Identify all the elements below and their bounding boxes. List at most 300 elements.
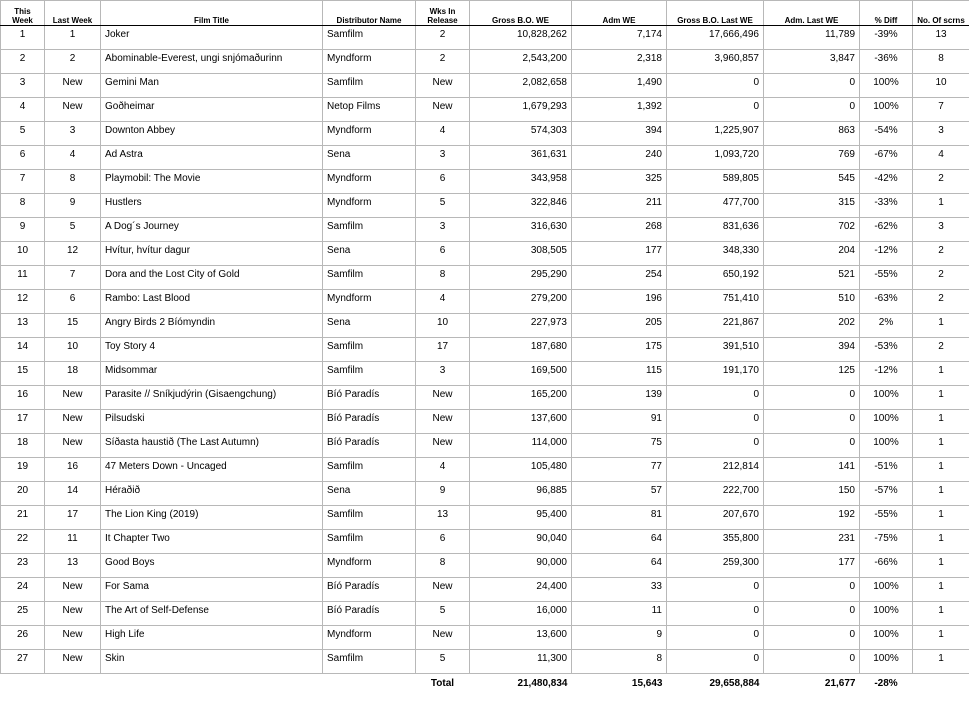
cell-diff: 100%	[860, 410, 913, 434]
cell-adm-last: 231	[764, 530, 860, 554]
cell-adm-last: 11,789	[764, 26, 860, 50]
total-adm-last: 21,677	[824, 677, 856, 689]
cell-gross-last: 0	[667, 602, 764, 626]
cell-film-title: Joker	[101, 26, 323, 50]
cell-distributor: Bíó Paradís	[323, 602, 416, 626]
cell-last-week: 10	[45, 338, 101, 362]
cell-film-title: Rambo: Last Blood	[101, 290, 323, 314]
cell-adm-last: 141	[764, 458, 860, 482]
cell-last-week: 15	[45, 314, 101, 338]
cell-distributor: Myndform	[323, 194, 416, 218]
cell-this-week: 6	[1, 146, 45, 170]
cell-film-title: Midsommar	[101, 362, 323, 386]
cell-gross: 165,200	[470, 386, 572, 410]
cell-adm: 77	[572, 458, 667, 482]
cell-last-week: New	[45, 650, 101, 674]
header-film-title: Film Title	[101, 1, 323, 26]
header-percent-diff: % Diff	[860, 1, 913, 26]
cell-weeks-in-release: 6	[416, 170, 470, 194]
cell-adm-last: 177	[764, 554, 860, 578]
cell-weeks-in-release: 9	[416, 482, 470, 506]
cell-diff: -39%	[860, 26, 913, 50]
cell-screens: 1	[913, 434, 969, 458]
cell-gross: 13,600	[470, 626, 572, 650]
header-gross-bo-last-we: Gross B.O. Last WE	[667, 1, 764, 26]
table-row	[1, 338, 969, 362]
cell-film-title: Parasite // Sníkjudýrin (Gisaengchung)	[101, 386, 323, 410]
cell-distributor: Bíó Paradís	[323, 410, 416, 434]
cell-distributor: Bíó Paradís	[323, 578, 416, 602]
cell-adm: 64	[572, 554, 667, 578]
cell-adm-last: 0	[764, 602, 860, 626]
cell-adm: 7,174	[572, 26, 667, 50]
cell-weeks-in-release: New	[416, 578, 470, 602]
cell-this-week: 11	[1, 266, 45, 290]
cell-adm: 1,490	[572, 74, 667, 98]
cell-gross: 343,958	[470, 170, 572, 194]
cell-gross-last: 355,800	[667, 530, 764, 554]
cell-this-week: 18	[1, 434, 45, 458]
cell-adm-last: 192	[764, 506, 860, 530]
cell-weeks-in-release: 17	[416, 338, 470, 362]
cell-gross-last: 191,170	[667, 362, 764, 386]
cell-weeks-in-release: 3	[416, 362, 470, 386]
cell-last-week: New	[45, 602, 101, 626]
header-distributor: Distributor Name	[323, 1, 416, 26]
table-row	[1, 314, 969, 338]
cell-weeks-in-release: New	[416, 74, 470, 98]
cell-last-week: New	[45, 578, 101, 602]
cell-gross: 169,500	[470, 362, 572, 386]
cell-diff: -63%	[860, 290, 913, 314]
total-adm: 15,643	[631, 677, 663, 689]
header-gross-bo-we: Gross B.O. WE	[470, 1, 572, 26]
cell-last-week: 9	[45, 194, 101, 218]
cell-film-title: The Art of Self-Defense	[101, 602, 323, 626]
cell-weeks-in-release: New	[416, 410, 470, 434]
table-row	[1, 530, 969, 554]
cell-last-week: 7	[45, 266, 101, 290]
cell-last-week: 18	[45, 362, 101, 386]
cell-distributor: Samfilm	[323, 266, 416, 290]
cell-last-week: 5	[45, 218, 101, 242]
cell-diff: 100%	[860, 602, 913, 626]
cell-film-title: Pilsudski	[101, 410, 323, 434]
cell-diff: -33%	[860, 194, 913, 218]
cell-this-week: 25	[1, 602, 45, 626]
cell-adm: 2,318	[572, 50, 667, 74]
cell-diff: 100%	[860, 626, 913, 650]
cell-gross: 11,300	[470, 650, 572, 674]
table-row	[1, 434, 969, 458]
cell-screens: 1	[913, 626, 969, 650]
table-row	[1, 554, 969, 578]
cell-this-week: 20	[1, 482, 45, 506]
cell-this-week: 15	[1, 362, 45, 386]
cell-gross: 361,631	[470, 146, 572, 170]
cell-gross-last: 0	[667, 98, 764, 122]
cell-diff: -57%	[860, 482, 913, 506]
cell-film-title: It Chapter Two	[101, 530, 323, 554]
cell-gross-last: 1,225,907	[667, 122, 764, 146]
cell-adm-last: 510	[764, 290, 860, 314]
cell-screens: 1	[913, 458, 969, 482]
cell-gross-last: 0	[667, 74, 764, 98]
cell-adm-last: 315	[764, 194, 860, 218]
cell-screens: 1	[913, 578, 969, 602]
cell-weeks-in-release: New	[416, 434, 470, 458]
cell-weeks-in-release: 8	[416, 266, 470, 290]
cell-adm-last: 0	[764, 386, 860, 410]
cell-distributor: Netop Films	[323, 98, 416, 122]
cell-adm-last: 202	[764, 314, 860, 338]
cell-weeks-in-release: 13	[416, 506, 470, 530]
cell-distributor: Myndform	[323, 50, 416, 74]
cell-this-week: 26	[1, 626, 45, 650]
cell-weeks-in-release: New	[416, 386, 470, 410]
cell-adm-last: 0	[764, 74, 860, 98]
cell-film-title: A Dog´s Journey	[101, 218, 323, 242]
cell-adm-last: 0	[764, 626, 860, 650]
cell-distributor: Samfilm	[323, 650, 416, 674]
cell-diff: -54%	[860, 122, 913, 146]
cell-gross-last: 831,636	[667, 218, 764, 242]
cell-weeks-in-release: 6	[416, 242, 470, 266]
total-label: Total	[430, 677, 455, 689]
cell-last-week: New	[45, 74, 101, 98]
cell-gross: 137,600	[470, 410, 572, 434]
cell-gross-last: 0	[667, 386, 764, 410]
cell-distributor: Myndform	[323, 554, 416, 578]
table-row	[1, 170, 969, 194]
table-row	[1, 266, 969, 290]
cell-weeks-in-release: 2	[416, 50, 470, 74]
cell-film-title: Abominable-Everest, ungi snjómaðurinn	[101, 50, 323, 74]
cell-diff: -67%	[860, 146, 913, 170]
table-footer	[1, 674, 969, 693]
cell-distributor: Bíó Paradís	[323, 386, 416, 410]
total-diff: -28%	[874, 677, 898, 689]
cell-diff: 100%	[860, 434, 913, 458]
cell-gross: 90,000	[470, 554, 572, 578]
cell-distributor: Samfilm	[323, 506, 416, 530]
cell-last-week: 2	[45, 50, 101, 74]
cell-screens: 1	[913, 194, 969, 218]
cell-this-week: 9	[1, 218, 45, 242]
cell-adm-last: 3,847	[764, 50, 860, 74]
cell-gross-last: 259,300	[667, 554, 764, 578]
cell-screens: 8	[913, 50, 969, 74]
cell-gross: 96,885	[470, 482, 572, 506]
table-row	[1, 26, 969, 50]
cell-this-week: 12	[1, 290, 45, 314]
cell-film-title: Downton Abbey	[101, 122, 323, 146]
cell-gross: 2,543,200	[470, 50, 572, 74]
cell-distributor: Myndform	[323, 122, 416, 146]
cell-this-week: 4	[1, 98, 45, 122]
cell-gross: 322,846	[470, 194, 572, 218]
cell-gross-last: 589,805	[667, 170, 764, 194]
cell-screens: 1	[913, 506, 969, 530]
cell-last-week: 17	[45, 506, 101, 530]
cell-film-title: Skin	[101, 650, 323, 674]
table-row	[1, 74, 969, 98]
cell-adm-last: 521	[764, 266, 860, 290]
cell-film-title: 47 Meters Down - Uncaged	[101, 458, 323, 482]
cell-screens: 1	[913, 362, 969, 386]
cell-distributor: Sena	[323, 314, 416, 338]
cell-distributor: Sena	[323, 482, 416, 506]
cell-adm: 91	[572, 410, 667, 434]
cell-gross-last: 3,960,857	[667, 50, 764, 74]
cell-distributor: Samfilm	[323, 26, 416, 50]
table-row	[1, 602, 969, 626]
cell-this-week: 3	[1, 74, 45, 98]
cell-this-week: 17	[1, 410, 45, 434]
cell-gross: 24,400	[470, 578, 572, 602]
cell-gross-last: 222,700	[667, 482, 764, 506]
cell-diff: -51%	[860, 458, 913, 482]
cell-screens: 3	[913, 218, 969, 242]
table-row	[1, 386, 969, 410]
table-row	[1, 122, 969, 146]
cell-adm: 115	[572, 362, 667, 386]
table-row	[1, 626, 969, 650]
cell-adm-last: 769	[764, 146, 860, 170]
cell-gross: 10,828,262	[470, 26, 572, 50]
cell-gross: 114,000	[470, 434, 572, 458]
cell-gross-last: 17,666,496	[667, 26, 764, 50]
cell-weeks-in-release: 3	[416, 218, 470, 242]
cell-this-week: 1	[1, 26, 45, 50]
cell-gross-last: 0	[667, 650, 764, 674]
cell-screens: 2	[913, 170, 969, 194]
cell-adm: 394	[572, 122, 667, 146]
cell-adm-last: 0	[764, 578, 860, 602]
cell-this-week: 5	[1, 122, 45, 146]
cell-diff: -75%	[860, 530, 913, 554]
cell-screens: 13	[913, 26, 969, 50]
cell-gross: 295,290	[470, 266, 572, 290]
table-row	[1, 410, 969, 434]
cell-distributor: Samfilm	[323, 74, 416, 98]
cell-gross: 308,505	[470, 242, 572, 266]
cell-gross: 1,679,293	[470, 98, 572, 122]
cell-film-title: Gemini Man	[101, 74, 323, 98]
cell-weeks-in-release: 3	[416, 146, 470, 170]
cell-adm-last: 0	[764, 650, 860, 674]
cell-adm-last: 0	[764, 98, 860, 122]
table-row	[1, 50, 969, 74]
cell-gross: 95,400	[470, 506, 572, 530]
cell-adm-last: 0	[764, 434, 860, 458]
cell-distributor: Bíó Paradís	[323, 434, 416, 458]
cell-gross: 227,973	[470, 314, 572, 338]
table-row	[1, 578, 969, 602]
cell-gross-last: 751,410	[667, 290, 764, 314]
cell-adm-last: 0	[764, 410, 860, 434]
cell-last-week: 11	[45, 530, 101, 554]
cell-adm: 75	[572, 434, 667, 458]
table-row	[1, 362, 969, 386]
cell-this-week: 23	[1, 554, 45, 578]
cell-adm-last: 545	[764, 170, 860, 194]
cell-gross: 2,082,658	[470, 74, 572, 98]
header-adm-we: Adm WE	[572, 1, 667, 26]
cell-diff: -42%	[860, 170, 913, 194]
cell-weeks-in-release: 10	[416, 314, 470, 338]
cell-adm: 325	[572, 170, 667, 194]
cell-diff: -62%	[860, 218, 913, 242]
cell-last-week: New	[45, 434, 101, 458]
cell-adm-last: 204	[764, 242, 860, 266]
cell-adm-last: 702	[764, 218, 860, 242]
cell-screens: 1	[913, 314, 969, 338]
cell-gross: 316,630	[470, 218, 572, 242]
cell-adm: 64	[572, 530, 667, 554]
table-row	[1, 290, 969, 314]
cell-diff: -36%	[860, 50, 913, 74]
cell-last-week: New	[45, 410, 101, 434]
cell-screens: 1	[913, 554, 969, 578]
cell-last-week: 12	[45, 242, 101, 266]
cell-film-title: Hvítur, hvítur dagur	[101, 242, 323, 266]
cell-diff: -12%	[860, 362, 913, 386]
table-row	[1, 482, 969, 506]
cell-distributor: Myndform	[323, 170, 416, 194]
cell-weeks-in-release: 8	[416, 554, 470, 578]
cell-gross: 279,200	[470, 290, 572, 314]
cell-distributor: Samfilm	[323, 338, 416, 362]
cell-screens: 4	[913, 146, 969, 170]
cell-this-week: 22	[1, 530, 45, 554]
cell-this-week: 24	[1, 578, 45, 602]
table-row	[1, 98, 969, 122]
cell-adm: 33	[572, 578, 667, 602]
cell-diff: -66%	[860, 554, 913, 578]
cell-weeks-in-release: 4	[416, 122, 470, 146]
cell-gross-last: 650,192	[667, 266, 764, 290]
cell-adm-last: 125	[764, 362, 860, 386]
cell-distributor: Sena	[323, 242, 416, 266]
cell-weeks-in-release: 2	[416, 26, 470, 50]
cell-this-week: 13	[1, 314, 45, 338]
table-row	[1, 650, 969, 674]
cell-adm: 139	[572, 386, 667, 410]
cell-distributor: Samfilm	[323, 530, 416, 554]
cell-film-title: Playmobil: The Movie	[101, 170, 323, 194]
cell-adm-last: 394	[764, 338, 860, 362]
table-body	[1, 26, 969, 674]
cell-this-week: 27	[1, 650, 45, 674]
cell-screens: 1	[913, 530, 969, 554]
cell-last-week: 13	[45, 554, 101, 578]
cell-weeks-in-release: New	[416, 626, 470, 650]
table-row	[1, 194, 969, 218]
cell-distributor: Samfilm	[323, 458, 416, 482]
cell-film-title: Síðasta haustið (The Last Autumn)	[101, 434, 323, 458]
cell-gross-last: 207,670	[667, 506, 764, 530]
cell-weeks-in-release: 6	[416, 530, 470, 554]
cell-this-week: 2	[1, 50, 45, 74]
cell-this-week: 7	[1, 170, 45, 194]
cell-last-week: 4	[45, 146, 101, 170]
cell-gross: 574,303	[470, 122, 572, 146]
cell-film-title: Héraðið	[101, 482, 323, 506]
total-gross: 21,480,834	[517, 677, 568, 689]
cell-screens: 1	[913, 650, 969, 674]
cell-gross-last: 477,700	[667, 194, 764, 218]
cell-weeks-in-release: 5	[416, 194, 470, 218]
cell-distributor: Myndform	[323, 290, 416, 314]
cell-adm: 1,392	[572, 98, 667, 122]
cell-diff: -55%	[860, 266, 913, 290]
cell-this-week: 19	[1, 458, 45, 482]
cell-screens: 2	[913, 242, 969, 266]
cell-distributor: Sena	[323, 146, 416, 170]
cell-adm: 8	[572, 650, 667, 674]
cell-last-week: 8	[45, 170, 101, 194]
cell-film-title: Dora and the Lost City of Gold	[101, 266, 323, 290]
cell-screens: 7	[913, 98, 969, 122]
cell-diff: 100%	[860, 578, 913, 602]
cell-gross: 187,680	[470, 338, 572, 362]
cell-adm: 205	[572, 314, 667, 338]
cell-film-title: Goðheimar	[101, 98, 323, 122]
cell-gross-last: 1,093,720	[667, 146, 764, 170]
header-screens: No. Of scrns	[913, 1, 969, 26]
cell-adm: 177	[572, 242, 667, 266]
cell-gross: 16,000	[470, 602, 572, 626]
cell-adm-last: 150	[764, 482, 860, 506]
cell-diff: 100%	[860, 98, 913, 122]
table-row	[1, 506, 969, 530]
cell-adm: 57	[572, 482, 667, 506]
total-gross-last: 29,658,884	[709, 677, 760, 689]
cell-adm: 240	[572, 146, 667, 170]
cell-distributor: Samfilm	[323, 218, 416, 242]
cell-gross-last: 0	[667, 626, 764, 650]
cell-last-week: New	[45, 98, 101, 122]
cell-screens: 3	[913, 122, 969, 146]
cell-screens: 2	[913, 290, 969, 314]
cell-diff: 2%	[860, 314, 913, 338]
header-this-week: This Week	[1, 1, 45, 26]
cell-adm: 9	[572, 626, 667, 650]
cell-gross-last: 0	[667, 578, 764, 602]
cell-screens: 2	[913, 266, 969, 290]
cell-last-week: 1	[45, 26, 101, 50]
cell-film-title: For Sama	[101, 578, 323, 602]
table-row	[1, 146, 969, 170]
total-row	[1, 674, 969, 693]
header-adm-last-we: Adm. Last WE	[764, 1, 860, 26]
cell-this-week: 14	[1, 338, 45, 362]
cell-screens: 10	[913, 74, 969, 98]
cell-adm: 81	[572, 506, 667, 530]
cell-adm: 196	[572, 290, 667, 314]
cell-this-week: 8	[1, 194, 45, 218]
cell-this-week: 16	[1, 386, 45, 410]
cell-film-title: Toy Story 4	[101, 338, 323, 362]
cell-gross-last: 0	[667, 410, 764, 434]
table-row	[1, 218, 969, 242]
cell-adm: 268	[572, 218, 667, 242]
cell-diff: 100%	[860, 74, 913, 98]
cell-gross: 90,040	[470, 530, 572, 554]
table-row	[1, 242, 969, 266]
cell-last-week: 6	[45, 290, 101, 314]
